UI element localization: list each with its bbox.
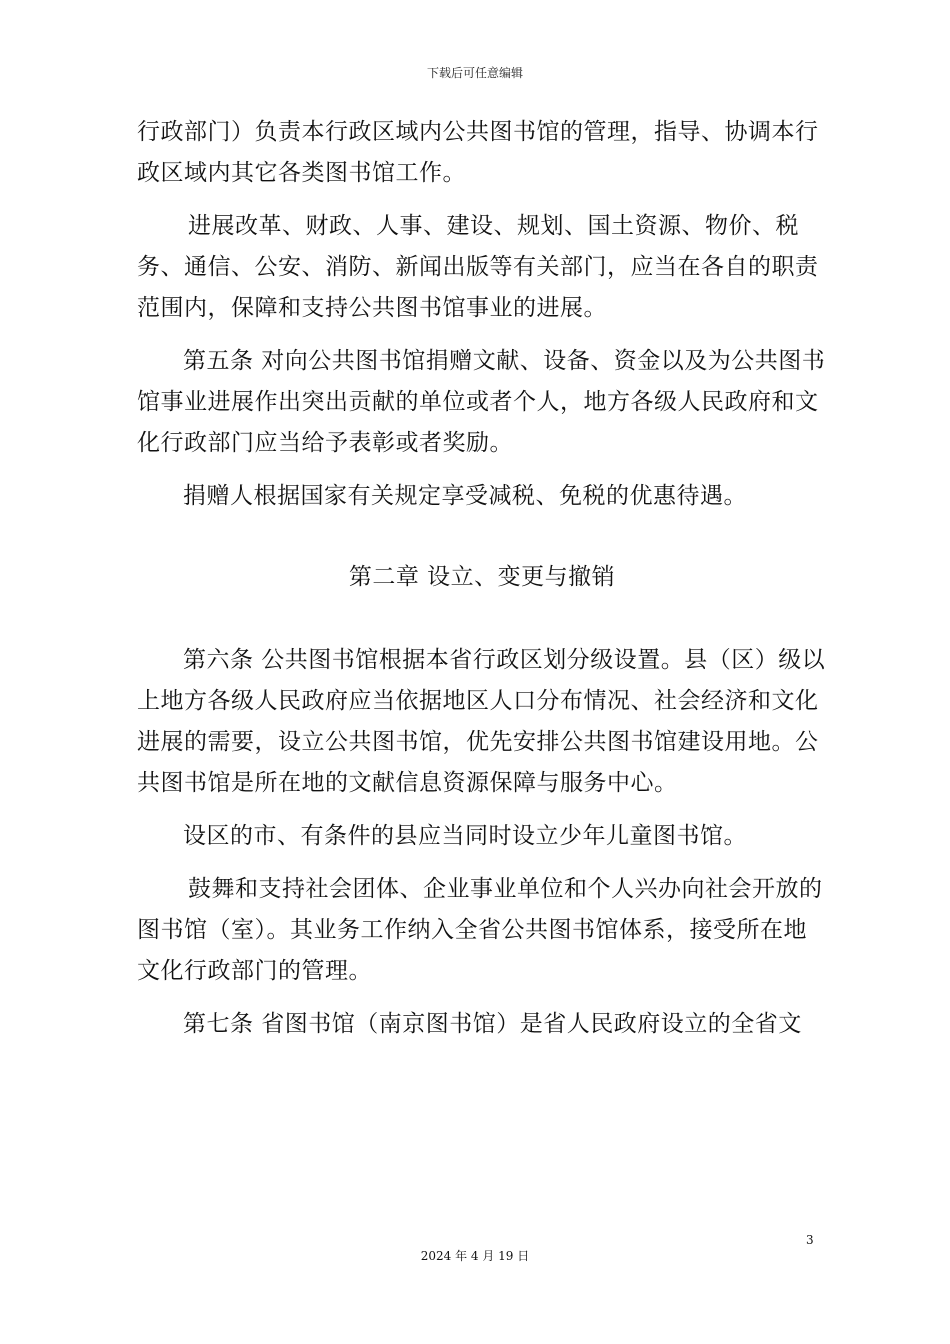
chapter-heading: 第二章 设立、变更与撤销: [348, 564, 616, 590]
page-number: 3: [806, 1233, 814, 1247]
paragraph: 第五条 对向公共图书馆捐赠文献、设备、资金以及为公共图书馆事业进展作出突出贡献的单位或者个人，地方各级人民政府和文化行政部门应当给予表彰或者奖励。: [137, 348, 826, 456]
paragraph: 设区的市、有条件的县应当同时设立少年儿童图书馆。: [183, 823, 747, 849]
page-header: 下载后可任意编辑: [426, 66, 523, 80]
paragraph: 行政部门）负责本行政区域内公共图书馆的管理，指导、协调本行政区域内其它各类图书馆工作。: [137, 119, 819, 186]
paragraph: 鼓舞和支持社会团体、企业事业单位和个人兴办向社会开放的图书馆（室）。其业务工作纳入全省公共图书馆体系，接受所在地文化行政部门的管理。: [137, 876, 823, 984]
paragraph: 捐赠人根据国家有关规定享受减税、免税的优惠待遇。: [183, 483, 747, 509]
footer-date: 2024 年 4 月 19 日: [420, 1249, 530, 1263]
paragraph: 进展改革、财政、人事、建设、规划、国土资源、物价、税务、通信、公安、消防、新闻出版等有关部门，应当在各自的职责范围内，保障和支持公共图书馆事业的进展。: [137, 213, 819, 321]
paragraph: 第六条 公共图书馆根据本省行政区划分级设置。县（区）级以上地方各级人民政府应当依据地区人口分布情况、社会经济和文化进展的需要，设立公共图书馆，优先安排公共图书馆建设用地。公共图书馆是所在地的文献信息资源保障与服务中心。: [137, 647, 826, 796]
paragraph: 第七条 省图书馆（南京图书馆）是省人民政府设立的全省文: [183, 1011, 802, 1037]
document-body: [137, 112, 827, 1057]
